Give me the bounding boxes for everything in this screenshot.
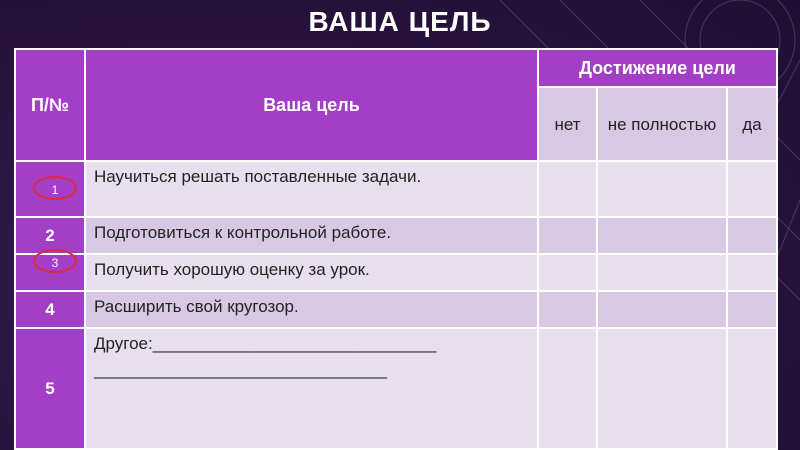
cell-partial[interactable] (597, 254, 727, 291)
cell-partial[interactable] (597, 328, 727, 449)
cell-yes[interactable] (727, 291, 777, 328)
goal-other-blank-1: ______________________________ (152, 334, 437, 353)
goal-other (85, 328, 538, 449)
header-goal: Ваша цель (85, 49, 538, 161)
goal-text: Получить хорошую оценку за урок. (85, 254, 538, 291)
cell-no[interactable] (538, 161, 597, 217)
goal-text: Научиться решать поставленные задачи. (85, 161, 538, 217)
cell-no[interactable] (538, 254, 597, 291)
cell-partial[interactable] (597, 217, 727, 254)
goal-text: Расширить свой кругозор. (85, 291, 538, 328)
row-number (15, 254, 85, 291)
row-number: 2 (15, 217, 85, 254)
table-row (15, 254, 777, 291)
row-badge: 1 (33, 176, 77, 200)
table-row (15, 217, 777, 254)
header-num: П/№ (15, 49, 85, 161)
cell-partial[interactable] (597, 291, 727, 328)
cell-yes[interactable] (727, 328, 777, 449)
cell-yes[interactable] (727, 217, 777, 254)
cell-no[interactable] (538, 291, 597, 328)
header-option-no: нет (538, 87, 597, 161)
goal-text: Подготовиться к контрольной работе. (85, 217, 538, 254)
goal-other-blank-2: _______________________________ (94, 360, 388, 379)
header-option-partial: не полностью (597, 87, 727, 161)
header-achievement: Достижение цели (538, 49, 777, 87)
table-row (15, 161, 777, 217)
row-number (15, 161, 85, 217)
cell-no[interactable] (538, 328, 597, 449)
goals-table (14, 48, 778, 450)
table-row (15, 328, 777, 449)
goal-other-label: Другое: (94, 334, 153, 353)
header-option-yes: да (727, 87, 777, 161)
cell-yes[interactable] (727, 161, 777, 217)
row-number: 4 (15, 291, 85, 328)
cell-partial[interactable] (597, 161, 727, 217)
row-badge: 3 (33, 249, 77, 273)
cell-yes[interactable] (727, 254, 777, 291)
cell-no[interactable] (538, 217, 597, 254)
table-row (15, 291, 777, 328)
row-number: 5 (15, 328, 85, 449)
slide-title: ВАША ЦЕЛЬ (308, 6, 492, 37)
